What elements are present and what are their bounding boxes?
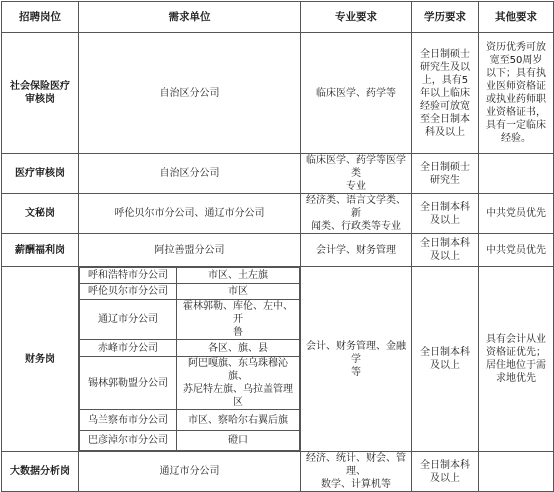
position-line: 社会保险医疗: [10, 81, 70, 92]
area-cell: 市区: [177, 284, 300, 300]
education-line: 研究生: [430, 174, 460, 186]
header-education: 学历要求: [412, 2, 479, 33]
education-line: 至全日制本: [420, 113, 470, 125]
header-major: 专业要求: [301, 2, 412, 33]
position-cell: [2, 33, 79, 154]
unit-cell: 阿拉善盟分公司: [79, 234, 301, 267]
area-cell: [177, 357, 300, 410]
other-line: 或执业药师职: [486, 94, 546, 105]
area-cell: 各区、旗、县: [177, 340, 300, 357]
company-cell: 赤峰市分公司: [80, 340, 177, 357]
position-line: 审核岗: [25, 94, 55, 105]
row-social-insurance: [2, 33, 554, 154]
major-line: 经济类、语言文学类、新: [306, 195, 406, 219]
education-line: 全日制本科: [420, 238, 470, 249]
row-big-data: [2, 452, 554, 492]
other-cell: [479, 452, 554, 492]
company-cell: 呼伦贝尔市分公司: [80, 284, 177, 300]
education-line: 科及以上: [425, 126, 465, 138]
table-row: [80, 284, 300, 300]
row-finance: [2, 267, 554, 452]
education-line: 全日制硕士: [420, 161, 470, 173]
major-cell: [301, 194, 412, 234]
row-salary: [2, 234, 554, 267]
other-cell: 中共党员优先: [479, 234, 554, 267]
company-cell: 通辽市分公司: [80, 300, 177, 340]
finance-units-cell: [79, 267, 301, 452]
education-cell: [412, 452, 479, 492]
other-line: 具有会计从业: [486, 334, 546, 345]
education-line: 及以上: [430, 251, 460, 262]
position-cell: 医疗审核岗: [2, 154, 79, 194]
major-cell: 临床医学、药学等: [301, 33, 412, 154]
recruitment-table: [1, 1, 554, 492]
major-cell: [301, 267, 412, 452]
area-cell: 市区、土左旗: [177, 268, 300, 284]
education-cell: [412, 194, 479, 234]
company-cell: 巴彦淖尔市分公司: [80, 431, 177, 451]
unit-cell: 呼伦贝尔市分公司、通辽市分公司: [79, 194, 301, 234]
education-line: 及以上: [430, 360, 460, 371]
other-line: 业资格证书，: [486, 107, 546, 118]
major-line: 闻类、行政类等专业: [311, 221, 401, 232]
education-cell: [412, 234, 479, 267]
education-line: 及以上: [430, 472, 460, 484]
major-line: 临床医学、药学等医学类: [306, 155, 406, 179]
header-row: [2, 2, 554, 33]
table-row: [80, 410, 300, 431]
education-line: 全日制硕士: [420, 48, 470, 60]
area-line: 鲁: [233, 327, 243, 338]
table-row: [80, 357, 300, 410]
position-cell: 财务岗: [2, 267, 79, 452]
table-row: [80, 431, 300, 451]
area-cell: [177, 300, 300, 340]
area-cell: 市区、察哈尔右翼后旗: [177, 410, 300, 431]
education-line: 经验可放宽: [420, 100, 470, 112]
other-cell: [479, 33, 554, 154]
major-line: 等: [351, 366, 361, 378]
major-line: 数学、计算机等: [321, 479, 391, 490]
area-line: 霍林郭勒、库伦、左中、开: [183, 301, 293, 325]
other-line: 资格证优先；: [486, 347, 546, 358]
company-cell: 呼和浩特市分公司: [80, 268, 177, 284]
other-line: 居住地位于需: [486, 360, 546, 371]
table-row: [80, 300, 300, 340]
table-row: [80, 268, 300, 284]
row-secretary: [2, 194, 554, 234]
other-cell: [479, 154, 554, 194]
header-position: 招聘岗位: [2, 2, 79, 33]
major-cell: 会计学、财务管理: [301, 234, 412, 267]
unit-cell: 自治区分公司: [79, 33, 301, 154]
education-line: 研究生及以: [420, 61, 470, 73]
education-line: 全日制本科: [420, 201, 470, 213]
other-cell: 中共党员优先: [479, 194, 554, 234]
education-line: 全日制本科: [420, 347, 470, 358]
major-line: 经济、统计、财会、管理、: [306, 453, 406, 477]
other-line: 经验。: [501, 133, 531, 144]
other-line: 具有一定临床: [486, 120, 546, 131]
unit-cell: 通辽市分公司: [79, 452, 301, 492]
finance-units-table: [79, 267, 300, 451]
education-cell: [412, 33, 479, 154]
area-cell: 磴口: [177, 431, 300, 451]
major-line: 会计、财务管理、金融学: [306, 340, 406, 365]
education-line: 年以上临床: [420, 87, 470, 99]
area-line: 阿巴嘎旗、东乌珠穆沁旗、: [188, 358, 288, 382]
unit-cell: 自治区分公司: [79, 154, 301, 194]
area-line: 苏尼特左旗、乌拉盖管理区: [183, 384, 293, 408]
other-line: 求地优先: [496, 373, 536, 384]
other-line: 资历优秀可放: [486, 42, 546, 53]
company-cell: 乌兰察布市分公司: [80, 410, 177, 431]
education-cell: [412, 154, 479, 194]
header-unit: 需求单位: [79, 2, 301, 33]
position-cell: 薪酬福利岗: [2, 234, 79, 267]
position-cell: 大数据分析岗: [2, 452, 79, 492]
table-row: [80, 340, 300, 357]
company-cell: 锡林郭勒盟分公司: [80, 357, 177, 410]
header-other: 其他要求: [479, 2, 554, 33]
other-line: 业医师资格证: [486, 81, 546, 92]
other-cell: [479, 267, 554, 452]
other-line: 宽至50周岁: [489, 55, 543, 66]
other-line: 以下；具有执: [486, 68, 546, 79]
education-cell: [412, 267, 479, 452]
education-line: 及以上: [430, 214, 460, 226]
major-cell: [301, 452, 412, 492]
major-line: 专业: [346, 181, 366, 192]
major-cell: [301, 154, 412, 194]
education-line: 上，具有5: [421, 74, 469, 86]
education-line: 全日制本科: [420, 459, 470, 471]
position-cell: 文秘岗: [2, 194, 79, 234]
row-medical-audit: [2, 154, 554, 194]
